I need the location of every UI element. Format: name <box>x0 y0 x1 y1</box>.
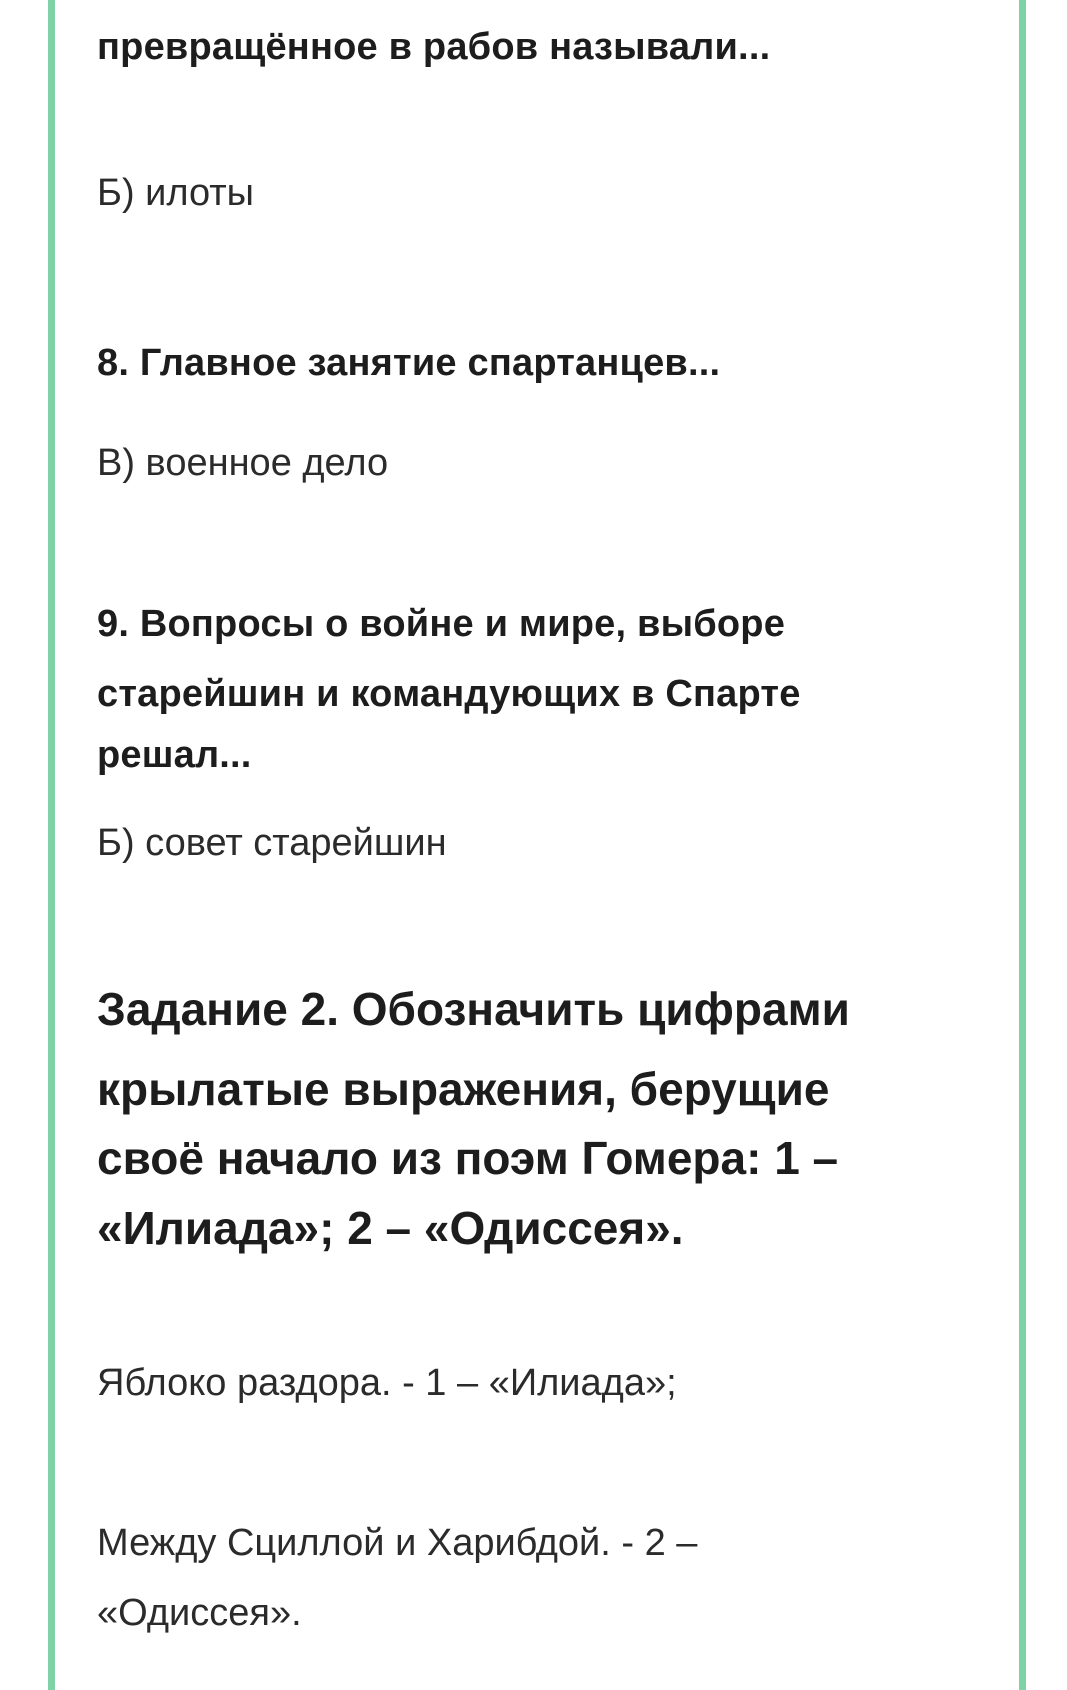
task-2-heading-line-1: Задание 2. Обозначить цифрами <box>97 983 850 1035</box>
answer-9: Б) совет старейшин <box>97 822 447 864</box>
task-2-heading-line-2: крылатые выражения, берущие <box>97 1063 830 1115</box>
answer-7: Б) илоты <box>97 172 254 214</box>
question-9-line-2: старейшин и командующих в Спарте <box>97 673 801 715</box>
task-2-answer-1: Яблоко раздора. - 1 – «Илиада»; <box>97 1362 677 1404</box>
question-7-tail: превращённое в рабов называли... <box>97 26 771 68</box>
task-2-heading-line-3: своё начало из поэм Гомера: 1 – <box>97 1132 839 1184</box>
question-9-line-1: 9. Вопросы о войне и мире, выборе <box>97 603 786 645</box>
question-8: 8. Главное занятие спартанцев... <box>97 342 721 384</box>
question-9-line-3: решал... <box>97 734 252 776</box>
task-2-answer-2-line-1: Между Сциллой и Харибдой. - 2 – <box>97 1522 698 1564</box>
task-2-answer-2-line-2: «Одиссея». <box>97 1592 302 1634</box>
task-2-heading-line-4: «Илиада»; 2 – «Одиссея». <box>97 1202 684 1254</box>
answer-8: В) военное дело <box>97 442 389 484</box>
